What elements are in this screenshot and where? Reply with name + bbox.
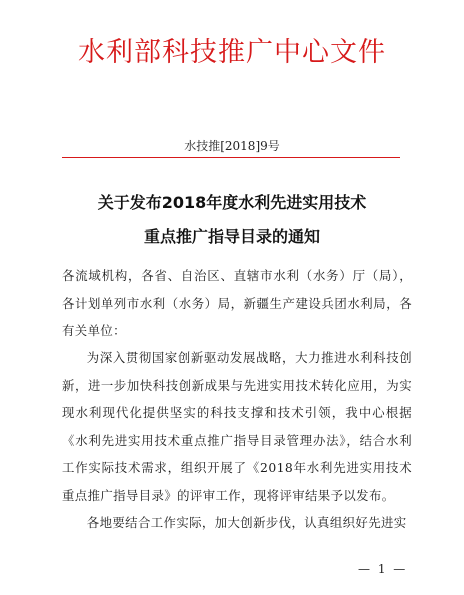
notice-title-line-1: 关于发布2018年度水利先进实用技术 — [97, 193, 367, 212]
body-paragraph-1: 为深入贯彻国家创新驱动发展战略，大力推进水利科技创新，进一步加快科技创新成果与先进实用技术转化应用，为实现水利现代化提供坚实的科技支撑和技术引领，我中心根据《水利先进实用技术重点推广指导目录管理办法》，结合水利工作实际技术需求，组织开展了《2018年水利先进实用技术重点推广指导目录》的评审工作，现将评审结果予以发布。 — [62, 350, 412, 503]
body-paragraph-2: 各地要结合工作实际，加大创新步伐，认真组织好先进实 — [86, 515, 407, 530]
org-header-title: 水利部科技推广中心文件 — [78, 37, 386, 68]
notice-title-line-2: 重点推广指导目录的通知 — [143, 227, 320, 246]
red-divider-line — [62, 157, 400, 158]
notice-title — [0, 186, 464, 254]
page-number: — 1 — — [358, 562, 408, 576]
document-number: 水技推[2018]9号 — [184, 139, 280, 153]
addressee-paragraph: 各流域机构，各省、自治区、直辖市水利（水务）厅（局），各计划单列市水利（水务）局，新疆生产建设兵团水利局，各有关单位： — [62, 268, 412, 338]
